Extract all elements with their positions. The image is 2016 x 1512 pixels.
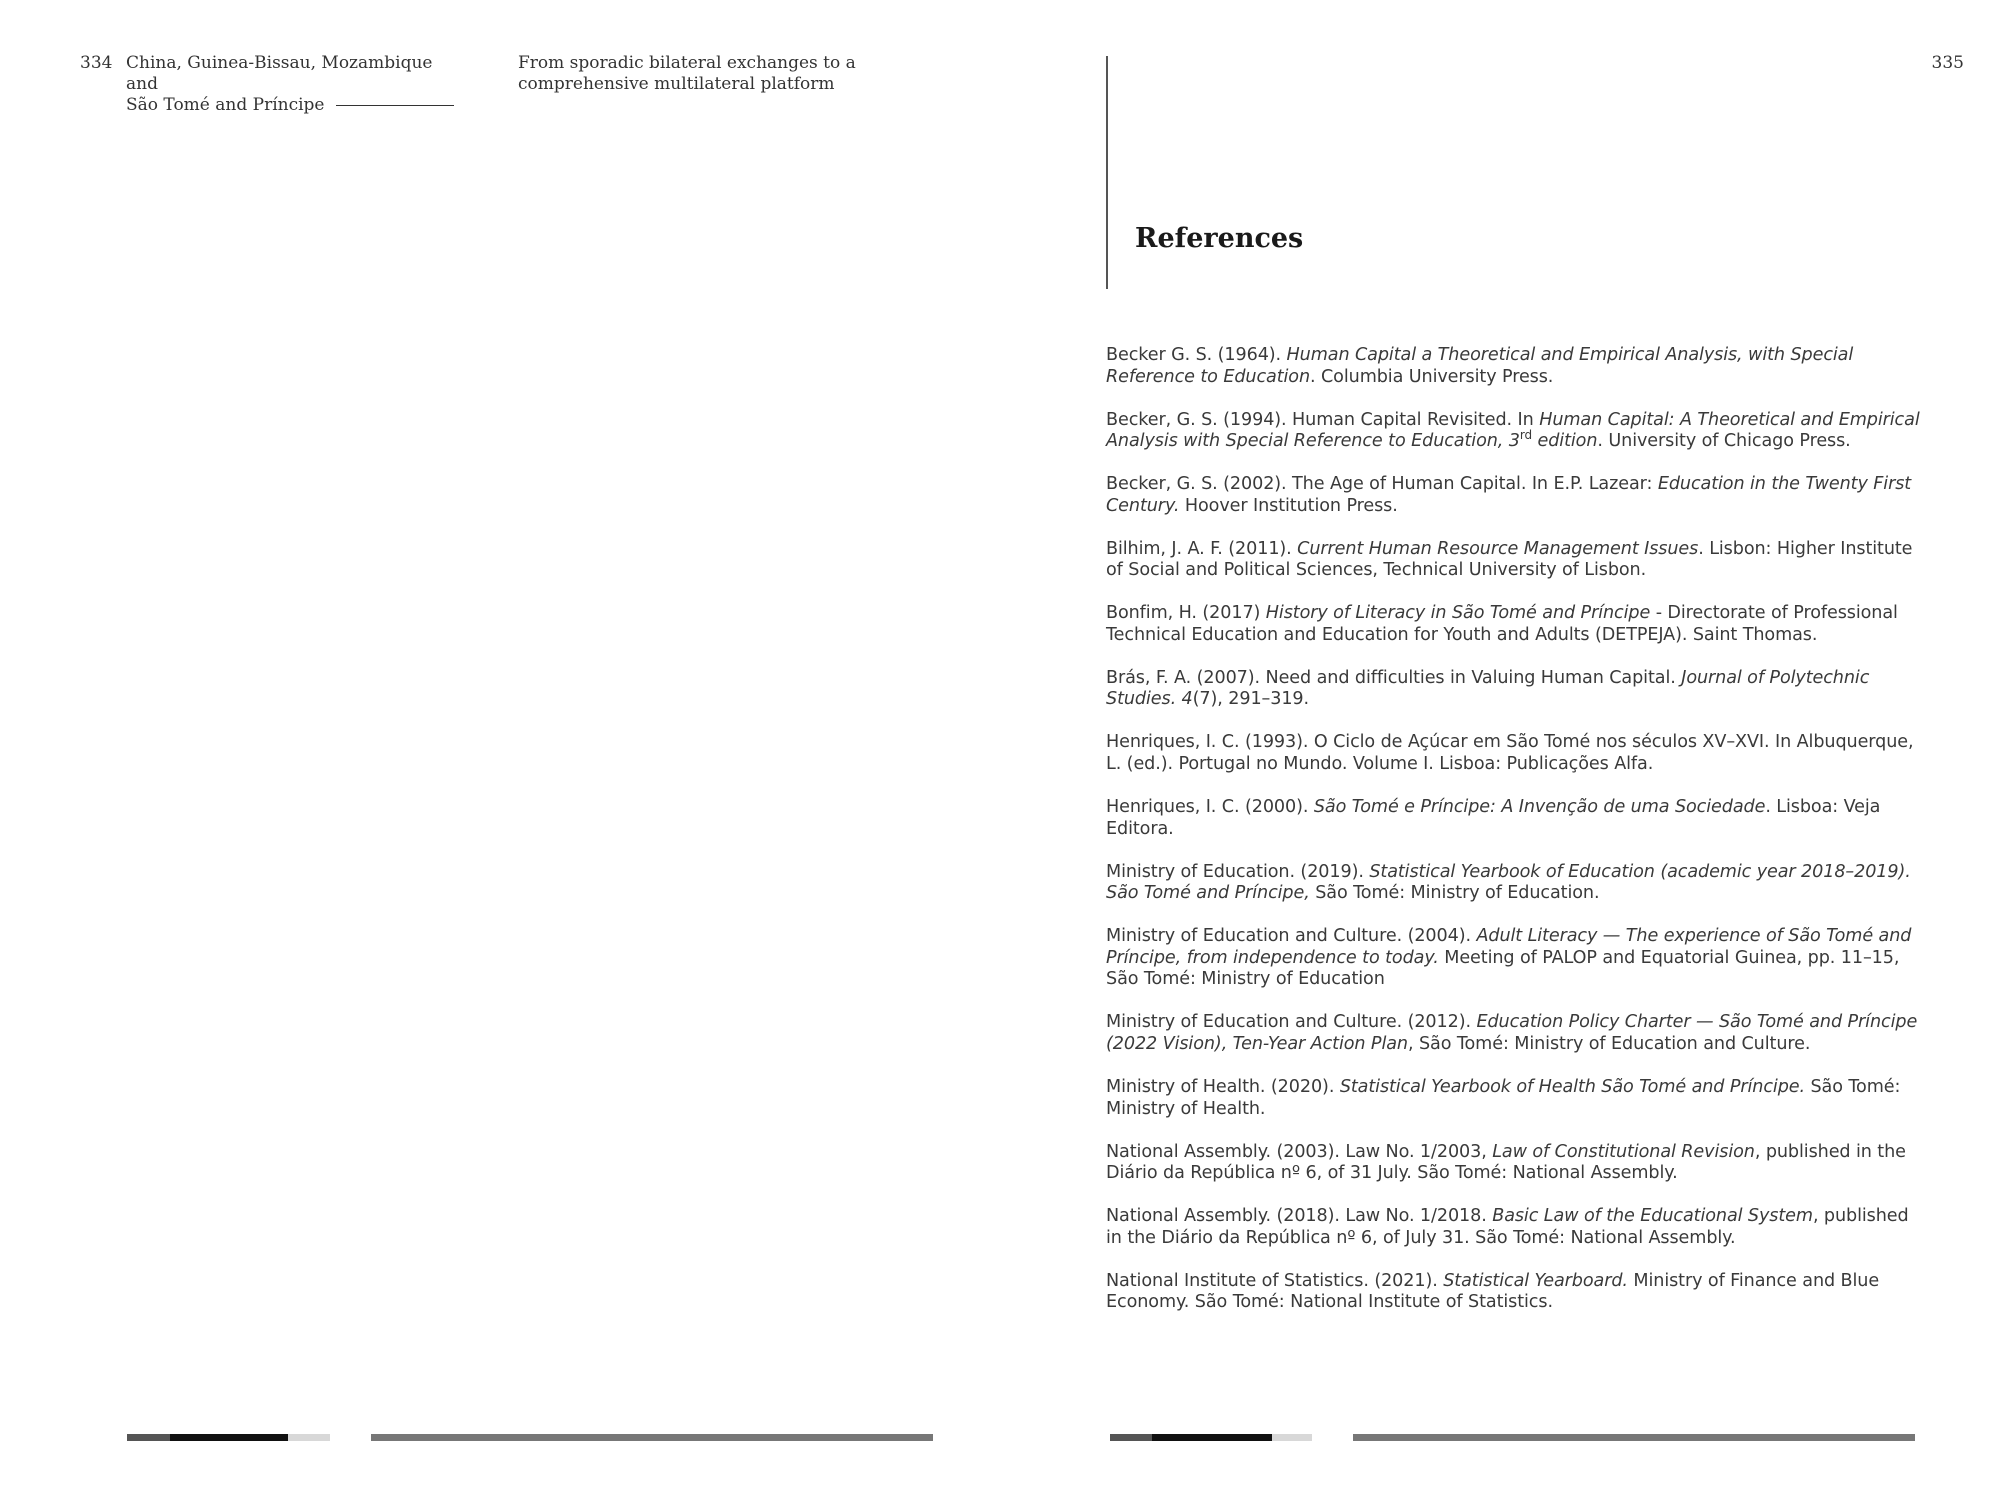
chapter-title xyxy=(518,53,878,95)
reference-entry xyxy=(1106,474,1926,517)
reference-title: Current Human Resource Management Issues xyxy=(1297,538,1699,559)
reference-text: Becker, G. S. (2002). The Age of Human Capital. In E.P. Lazear: xyxy=(1106,474,1658,495)
reference-title: Education in the Twenty First Century. xyxy=(1106,474,1912,516)
reference-publisher: Ministry of Finance and Blue Economy. São Tomé: National Institute of Statistics. xyxy=(1106,1270,1880,1313)
reference-entry xyxy=(1106,1077,1926,1120)
right-page-number: 335 xyxy=(1931,53,1964,73)
reference-publisher: Hoover Institution Press. xyxy=(1179,495,1398,516)
reference-text: Henriques, I. C. (1993). O Ciclo de Açúcar em São Tomé nos séculos XV–XVI. In Albuquerque, L. (ed.). Portugal no Mundo. Volume I. Lisboa: Publicações Alfa. xyxy=(1106,732,1914,775)
references-list xyxy=(1106,345,1926,1335)
chapter-title-line-2: comprehensive multilateral platform xyxy=(518,74,835,94)
reference-title: Statistical Yearboard. xyxy=(1443,1270,1628,1291)
left-footer-bar-dark xyxy=(127,1434,170,1441)
reference-title: Adult Literacy — The experience of São Tomé and Príncipe, from independence to today. xyxy=(1106,926,1912,968)
reference-entry xyxy=(1106,1206,1926,1249)
section-divider xyxy=(1106,56,1108,289)
reference-entry xyxy=(1106,797,1926,840)
reference-text: National Assembly. (2003). Law No. 1/2003, xyxy=(1106,1141,1493,1162)
reference-title: Statistical Yearbook of Health São Tomé and Príncipe. xyxy=(1339,1076,1805,1097)
reference-title: Human Capital a Theoretical and Empirical Analysis, with Special Reference to Education xyxy=(1106,345,1854,387)
reference-text: Bilhim, J. A. F. (2011). xyxy=(1106,538,1298,559)
running-title-line-2-text: São Tomé and Príncipe xyxy=(126,95,325,115)
reference-entry xyxy=(1106,926,1926,991)
right-footer-bar-light xyxy=(1272,1434,1312,1441)
reference-text: Henriques, I. C. (2000). xyxy=(1106,797,1314,818)
reference-text: Becker, G. S. (1994). Human Capital Revisited. In xyxy=(1106,409,1540,430)
left-footer-bar-light xyxy=(288,1434,330,1441)
reference-text: Becker G. S. (1964). xyxy=(1106,345,1287,365)
reference-text: Ministry of Health. (2020). xyxy=(1106,1076,1340,1097)
reference-entry xyxy=(1106,1271,1926,1314)
reference-text: Ministry of Education. (2019). xyxy=(1106,861,1370,882)
reference-entry xyxy=(1106,410,1926,453)
right-footer-bar-grey xyxy=(1353,1434,1915,1441)
reference-title: Human Capital: A Theoretical and Empirical Analysis with Special Reference to Education, 3 xyxy=(1106,409,1920,452)
reference-publisher: , published in the Diário da República nº 6, of July 31. São Tomé: National Assembly. xyxy=(1106,1206,1909,1248)
reference-publisher: São Tomé: Ministry of Education. xyxy=(1309,883,1600,904)
reference-publisher: Meeting of PALOP and Equatorial Guinea, pp. 11–15, São Tomé: Ministry of Education xyxy=(1106,947,1900,990)
reference-superscript: rd xyxy=(1519,428,1533,443)
left-footer-bar-grey xyxy=(371,1434,933,1441)
reference-entry xyxy=(1106,668,1926,711)
reference-publisher: (7), 291–319. xyxy=(1192,689,1310,710)
reference-title: Journal of Polytechnic Studies. 4 xyxy=(1106,667,1870,710)
running-title-line-1: China, Guinea-Bissau, Mozambique and xyxy=(126,53,433,94)
reference-entry xyxy=(1106,1012,1926,1055)
reference-entry xyxy=(1106,539,1926,582)
reference-publisher: . Lisbon: Higher Institute of Social and Political Sciences, Technical University of Lisbon. xyxy=(1106,538,1913,581)
reference-publisher: São Tomé: Ministry of Health. xyxy=(1106,1076,1901,1119)
reference-entry xyxy=(1106,1142,1926,1185)
section-heading: References xyxy=(1135,223,1304,254)
running-title-rule xyxy=(336,105,454,106)
reference-publisher: , São Tomé: Ministry of Education and Culture. xyxy=(1407,1033,1811,1054)
reference-text: Ministry of Education and Culture. (2004). xyxy=(1106,926,1477,947)
right-footer-bar-dark xyxy=(1110,1434,1152,1441)
reference-text: Brás, F. A. (2007). Need and difficulties in Valuing Human Capital. xyxy=(1106,667,1682,688)
reference-publisher: . University of Chicago Press. xyxy=(1597,431,1851,452)
reference-text: National Assembly. (2018). Law No. 1/2018. xyxy=(1106,1206,1493,1227)
reference-title: São Tomé e Príncipe: A Invenção de uma Sociedade xyxy=(1313,797,1766,818)
left-page-number: 334 xyxy=(80,53,113,73)
reference-title: Statistical Yearbook of Education (academic year 2018–2019). São Tomé and Príncipe, xyxy=(1106,861,1911,904)
left-footer-bar-black xyxy=(170,1434,288,1441)
running-title xyxy=(126,53,466,116)
reference-entry xyxy=(1106,345,1926,388)
reference-title: History of Literacy in São Tomé and Príncipe xyxy=(1265,603,1651,624)
reference-title: Education Policy Charter — São Tomé and Príncipe (2022 Vision), Ten-Year Action Plan xyxy=(1106,1012,1918,1054)
reference-text: Ministry of Education and Culture. (2012). xyxy=(1106,1012,1477,1033)
reference-entry xyxy=(1106,603,1926,646)
reference-entry xyxy=(1106,862,1926,905)
reference-title: Law of Constitutional Revision xyxy=(1492,1141,1755,1162)
running-title-line-2 xyxy=(126,95,466,116)
reference-publisher: - Directorate of Professional Technical Education and Education for Youth and Adults (DETPEJA). Saint Thomas. xyxy=(1106,603,1898,645)
reference-publisher: . Lisboa: Veja Editora. xyxy=(1106,797,1881,839)
reference-publisher: . Columbia University Press. xyxy=(1310,366,1554,387)
chapter-title-line-1: From sporadic bilateral exchanges to a xyxy=(518,53,856,73)
reference-publisher: , published in the Diário da República nº 6, of 31 July. São Tomé: National Assembly. xyxy=(1106,1141,1906,1184)
reference-text: Bonfim, H. (2017) xyxy=(1106,603,1266,624)
reference-title: Basic Law of the Educational System xyxy=(1492,1206,1813,1227)
right-footer-bar-black xyxy=(1152,1434,1272,1441)
reference-text: National Institute of Statistics. (2021). xyxy=(1106,1270,1444,1291)
reference-title-continued: edition xyxy=(1532,431,1598,452)
reference-entry xyxy=(1106,732,1926,775)
